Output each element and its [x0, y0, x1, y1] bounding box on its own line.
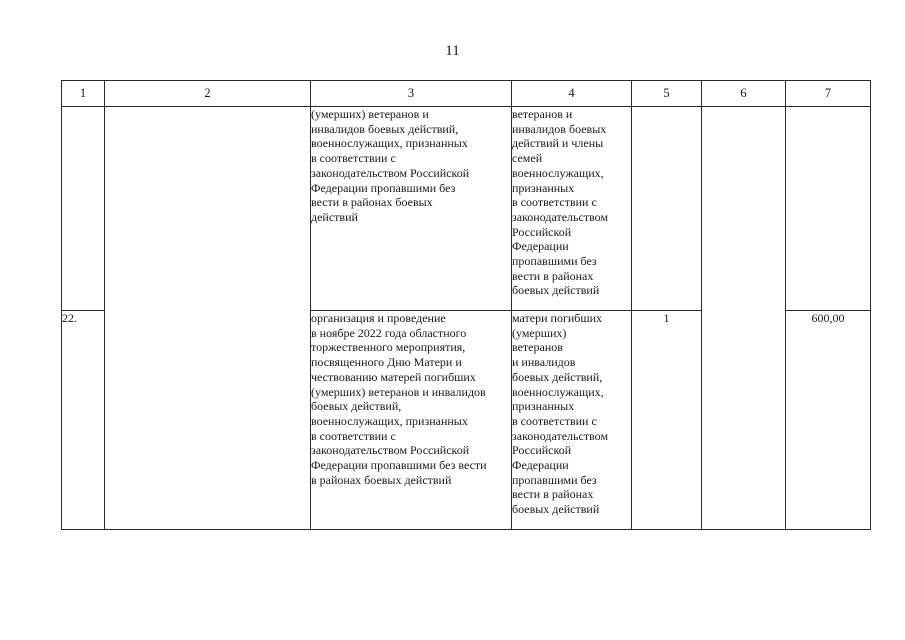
column-header: 2 [105, 81, 311, 107]
event-description-cell: (умерших) ветеранов и инвалидов боевых действий, военнослужащих, признанных в соответствии с законодательством Российской Федерации пропавшими без вести в районах боевых действий [311, 107, 512, 311]
table-row [62, 107, 871, 311]
participants-cell: ветеранов и инвалидов боевых действий и члены семей военнослужащих, признанных в соответствии с законодательством Российской Федерации пропавшими без вести в районах боевых действий [512, 107, 632, 311]
table-header-row [62, 81, 871, 107]
merged-empty-cell [702, 107, 786, 530]
merged-empty-cell [105, 107, 311, 530]
column-header: 5 [632, 81, 702, 107]
column-header: 7 [786, 81, 871, 107]
column-header: 1 [62, 81, 105, 107]
amount-cell [786, 107, 871, 311]
column-header: 4 [512, 81, 632, 107]
quantity-cell: 1 [632, 311, 702, 530]
column-header: 6 [702, 81, 786, 107]
event-description-cell: организация и проведение в ноябре 2022 года областного торжественного мероприятия, посвященного Дню Матери и чествованию матерей погибших (умерших) ветеранов и инвалидов боевых действий, военнослужащих, признанных в соответствии с законодательством Российской Федерации пропавшими без вести в районах боевых действий [311, 311, 512, 530]
row-number-cell [62, 107, 105, 311]
quantity-cell [632, 107, 702, 311]
participants-cell: матери погибших (умерших) ветеранов и инвалидов боевых действий, военнослужащих, признанных в соответствии с законодательством Российской Федерации пропавшими без вести в районах боевых действий [512, 311, 632, 530]
amount-cell: 600,00 [786, 311, 871, 530]
column-header: 3 [311, 81, 512, 107]
data-table [61, 80, 871, 530]
page-number: 11 [445, 43, 460, 59]
row-number-cell: 22. [62, 311, 105, 530]
